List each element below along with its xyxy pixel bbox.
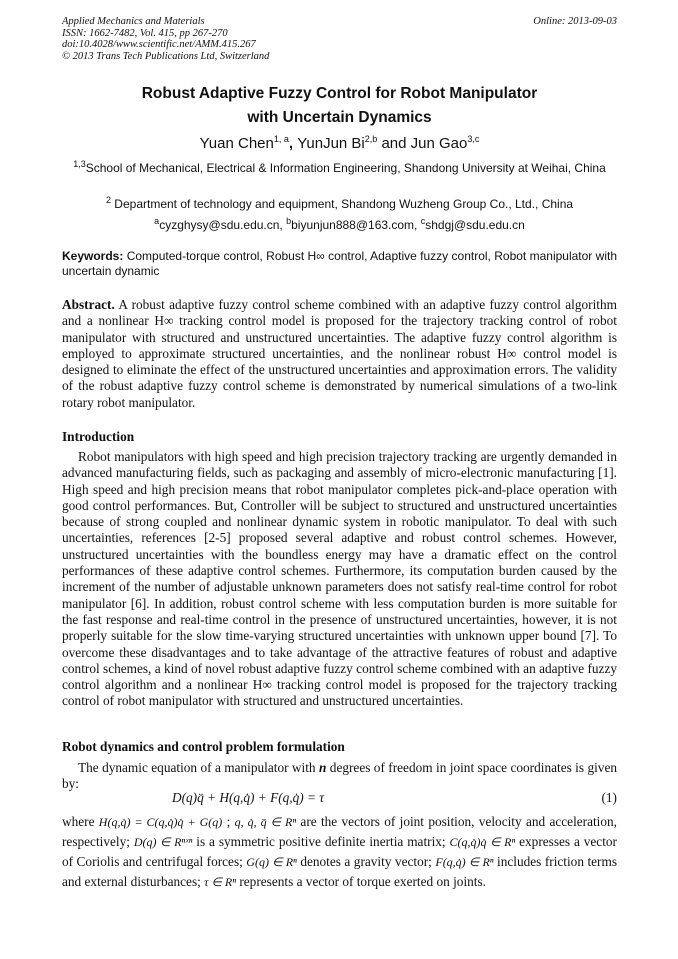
abstract bbox=[62, 297, 617, 411]
coriolis-definition: C(q,q̇)q̇ ∈ Rⁿ bbox=[449, 835, 516, 849]
def-text-1: are the vectors of joint position, velocity and acceleration, respectively; bbox=[62, 814, 618, 849]
h-definition: H(q,q̇) = C(q,q̇)q̇ + G(q) bbox=[98, 815, 223, 829]
equation-1-number: (1) bbox=[601, 790, 617, 805]
torque-definition: τ ∈ Rⁿ bbox=[204, 875, 237, 889]
def-text-3: expresses a vector of Coriolis and centrifugal forces; bbox=[62, 834, 617, 869]
equation-1 bbox=[62, 790, 617, 810]
affiliation-2-text: Department of technology and equipment, Shandong Wuzheng Group Co., Ltd., China bbox=[110, 197, 574, 211]
dof-symbol: n bbox=[318, 760, 327, 775]
email-b: biyunjun888@163.com, bbox=[291, 218, 421, 232]
dynamics-intro-a: The dynamic equation of a manipulator with bbox=[78, 760, 319, 775]
copyright-line: © 2013 Trans Tech Publications Ltd, Switzerland bbox=[62, 50, 270, 62]
author-2: YunJun Bi bbox=[297, 135, 365, 152]
title-line-2: with Uncertain Dynamics bbox=[247, 109, 432, 126]
author-sep-1: , bbox=[288, 135, 298, 152]
email-c-sup: c bbox=[420, 216, 426, 226]
keywords-text: Computed-torque control, Robust H∞ control, Adaptive fuzzy control, Robot manipulator with uncertain dynamic bbox=[62, 249, 617, 278]
issn-line: ISSN: 1662-7482, Vol. 415, pp 267-270 bbox=[62, 27, 228, 39]
email-line bbox=[62, 213, 617, 233]
gravity-definition: G(q) ∈ Rⁿ bbox=[246, 855, 297, 869]
email-b-sup: b bbox=[286, 216, 292, 226]
affiliation-1-sup: 1,3 bbox=[73, 159, 86, 169]
semicolon: ; bbox=[222, 814, 235, 829]
dynamics-definitions bbox=[62, 812, 617, 892]
abstract-label: Abstract. bbox=[62, 297, 115, 312]
equation-1-body: D(q)q̈ + H(q,q̇) + F(q,q̇) = τ bbox=[172, 790, 325, 805]
affiliation-2 bbox=[62, 192, 617, 212]
friction-definition: F(q,q̇) ∈ Rⁿ bbox=[435, 855, 494, 869]
title-line-1: Robust Adaptive Fuzzy Control for Robot Manipulator bbox=[141, 85, 538, 102]
def-text-6: represents a vector of torque exerted on joints. bbox=[236, 874, 486, 889]
keywords bbox=[62, 249, 617, 279]
doi-line: doi:10.4028/www.scientific.net/AMM.415.267 bbox=[62, 39, 256, 50]
where-text: where bbox=[62, 814, 99, 829]
def-text-4: denotes a gravity vector; bbox=[296, 854, 436, 869]
keywords-label: Keywords: bbox=[62, 249, 124, 263]
author-2-sup: 2,b bbox=[364, 134, 378, 144]
def-text-2: is a symmetric positive definite inertia matrix; bbox=[192, 834, 450, 849]
author-1-sup: 1, a bbox=[273, 134, 289, 144]
introduction-heading: Introduction bbox=[62, 429, 135, 444]
author-3-sup: 3,c bbox=[467, 134, 480, 144]
abstract-text: A robust adaptive fuzzy control scheme combined with an adaptive fuzzy control algorithm and a nonlinear H∞ tracking control model is proposed for the trajectory tracking control of robot manipulator with structured and unstructured uncertainties. The adaptive fuzzy control algorithm is employed to approximate structured uncertainties, and the nonlinear robust H∞ control model is designed to eliminate the effect of the unstructured uncertainties and approximation errors. The validity of the robust adaptive fuzzy control scheme is demonstrated by numerical simulations of a two-link rotary robot manipulator. bbox=[62, 297, 617, 410]
inertia-definition: D(q) ∈ Rⁿˣⁿ bbox=[133, 835, 193, 849]
affiliation-1 bbox=[62, 156, 617, 176]
paper-title bbox=[62, 82, 617, 130]
author-list bbox=[62, 130, 617, 153]
introduction-body: Robot manipulators with high speed and high precision trajectory tracking are urgently demanded in advanced manufacturing fields, such as packaging and assembly of micro-electronic manufacturing [1]. High speed and high precision means that robot manipulator completes pick-and-place operation with good control performances. But, Controller will be subject to structured and unstructured uncertainties because of strong coupled and nonlinear dynamic system in robotic manipulator. To deal with such uncertainties, references [2-5] proposed several adaptive and robust control schemes. However, unstructured uncertainties with the boundless energy may have a dramatic effect on the control performances of these adaptive control schemes. Furthermore, its computation burden caused by the increment of the number of adjustable unknown parameters does not satisfy real-time control for robot manipulator [6]. In addition, robust control scheme with less computation burden is more suitable for the fast response and real-time control in the presence of unstructured uncertainties, however, it is not properly suitable for the slow time-varying structured uncertainties with unknown upper bound [7]. To overcome these disadvantages and to take advantage of the attractive features of robust and adaptive control schemes, a kind of novel robust adaptive fuzzy control scheme combined with an adaptive fuzzy control algorithm and a nonlinear H∞ tracking control model is proposed for the trajectory tracking control of robot manipulator with structured and unstructured uncertainties. bbox=[62, 449, 617, 709]
def-text-5: includes friction terms and external disturbances; bbox=[62, 854, 617, 889]
affiliation-1-text: School of Mechanical, Electrical & Information Engineering, Shandong University at Weihai, China bbox=[85, 161, 606, 175]
dynamics-heading: Robot dynamics and control problem formulation bbox=[62, 739, 345, 754]
journal-name: Applied Mechanics and Materials bbox=[62, 16, 205, 27]
email-a: cyzghysy@sdu.edu.cn, bbox=[159, 218, 287, 232]
email-a-sup: a bbox=[154, 216, 160, 226]
vector-definition: q, q̇, q̈ ∈ Rⁿ bbox=[234, 815, 297, 829]
email-c: shdgj@sdu.edu.cn bbox=[425, 218, 525, 232]
online-date: Online: 2013-09-03 bbox=[533, 16, 617, 27]
page-header bbox=[62, 16, 617, 62]
affiliation-2-sup: 2 bbox=[105, 195, 111, 205]
author-sep-2: and bbox=[377, 135, 411, 152]
dynamics-intro-b: degrees of freedom in joint space coordinates is given by: bbox=[62, 760, 617, 792]
author-3: Jun Gao bbox=[410, 135, 468, 152]
dynamics-intro bbox=[62, 760, 617, 793]
author-1: Yuan Chen bbox=[199, 135, 274, 152]
